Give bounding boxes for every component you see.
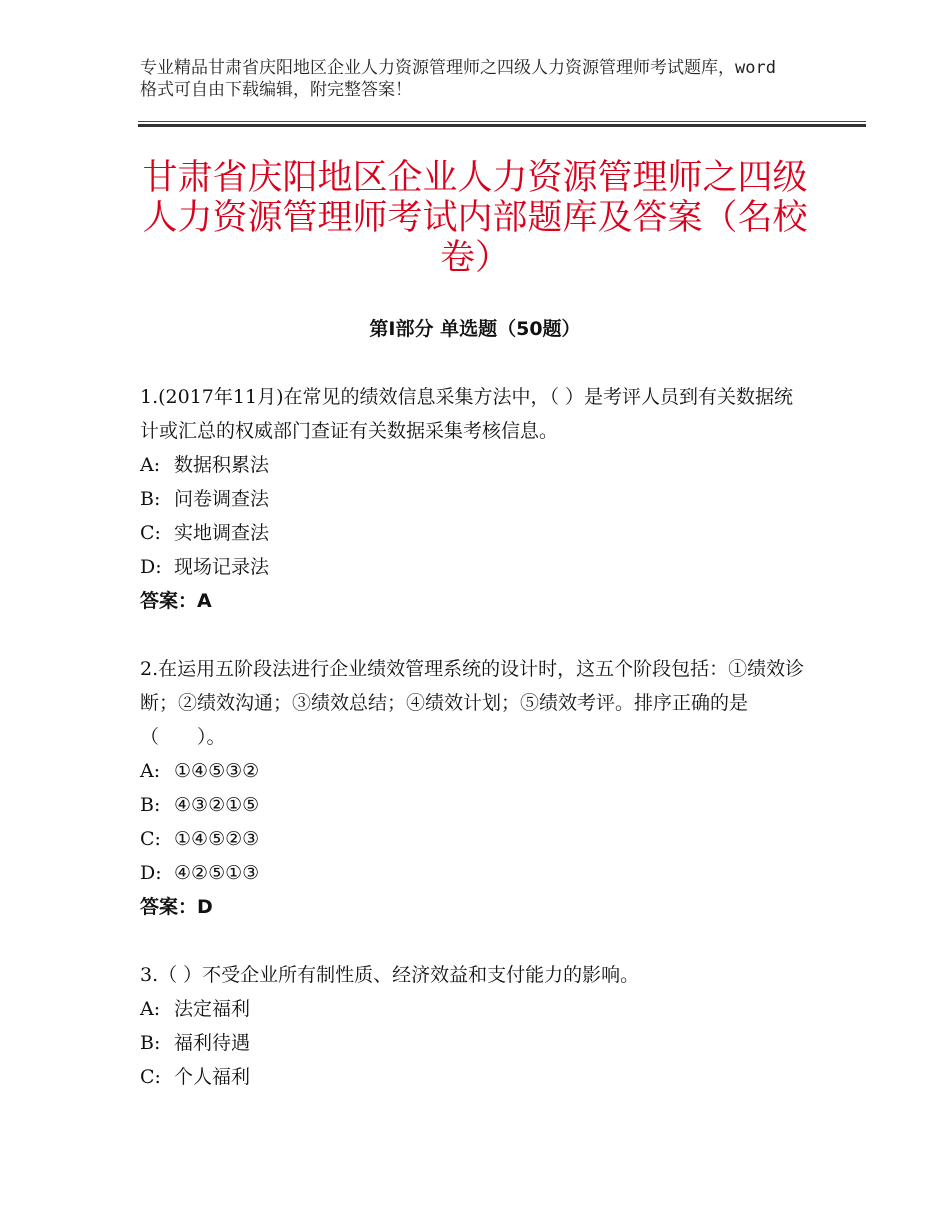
header-divider-thin (138, 121, 866, 122)
option-text: ①④⑤②③ (174, 828, 260, 850)
question-text: 3.（ ）不受企业所有制性质、经济效益和支付能力的影响。 (140, 964, 640, 986)
option-text: 数据积累法 (174, 454, 270, 476)
question-text: 2.在运用五阶段法进行企业绩效管理系统的设计时，这五个阶段包括：①绩效诊断；②绩效沟通；③绩效总结；④绩效计划；⑤绩效考评。排序正确的是（ ）。 (140, 658, 805, 748)
answer-label: 答案：A (140, 590, 212, 612)
option-c (140, 516, 810, 550)
option-text: 法定福利 (174, 998, 251, 1020)
answer-label: 答案：D (140, 896, 213, 918)
document-title: 甘肃省庆阳地区企业人力资源管理师之四级人力资源管理师考试内部题库及答案（名校卷） (142, 158, 808, 278)
option-text: ④③②①⑤ (174, 794, 260, 816)
option-text: 问卷调查法 (174, 488, 270, 510)
option-letter: D: (140, 556, 162, 578)
option-a (140, 992, 810, 1026)
option-text: ①④⑤③② (174, 760, 260, 782)
option-d (140, 550, 810, 584)
option-text: 实地调查法 (174, 522, 270, 544)
question-1 (140, 380, 810, 618)
option-letter: C: (140, 828, 161, 850)
option-letter: C: (140, 1066, 161, 1088)
option-a (140, 448, 810, 482)
option-text: 福利待遇 (174, 1032, 251, 1054)
option-d (140, 856, 810, 890)
option-b (140, 482, 810, 516)
question-2 (140, 652, 810, 924)
option-a (140, 754, 810, 788)
option-c (140, 1060, 810, 1094)
option-letter: A: (140, 760, 161, 782)
option-text: 个人福利 (174, 1066, 251, 1088)
option-letter: A: (140, 454, 161, 476)
option-b (140, 1026, 810, 1060)
question-text: 1.(2017年11月)在常见的绩效信息采集方法中，（ ）是考评人员到有关数据统计或汇总的权威部门查证有关数据采集考核信息。 (140, 386, 794, 442)
header-note: 专业精品甘肃省庆阳地区企业人力资源管理师之四级人力资源管理师考试题库，word格式可自由下载编辑，附完整答案！ (140, 58, 776, 100)
option-letter: B: (140, 488, 161, 510)
section-heading: 第Ⅰ部分 单选题（50题） (369, 318, 581, 340)
option-b (140, 788, 810, 822)
option-letter: D: (140, 862, 162, 884)
option-letter: C: (140, 522, 161, 544)
option-letter: A: (140, 998, 161, 1020)
option-letter: B: (140, 794, 161, 816)
option-text: 现场记录法 (174, 556, 270, 578)
question-3 (140, 958, 810, 1094)
option-c (140, 822, 810, 856)
header-divider-thick (138, 124, 866, 127)
option-text: ④②⑤①③ (174, 862, 260, 884)
option-letter: B: (140, 1032, 161, 1054)
